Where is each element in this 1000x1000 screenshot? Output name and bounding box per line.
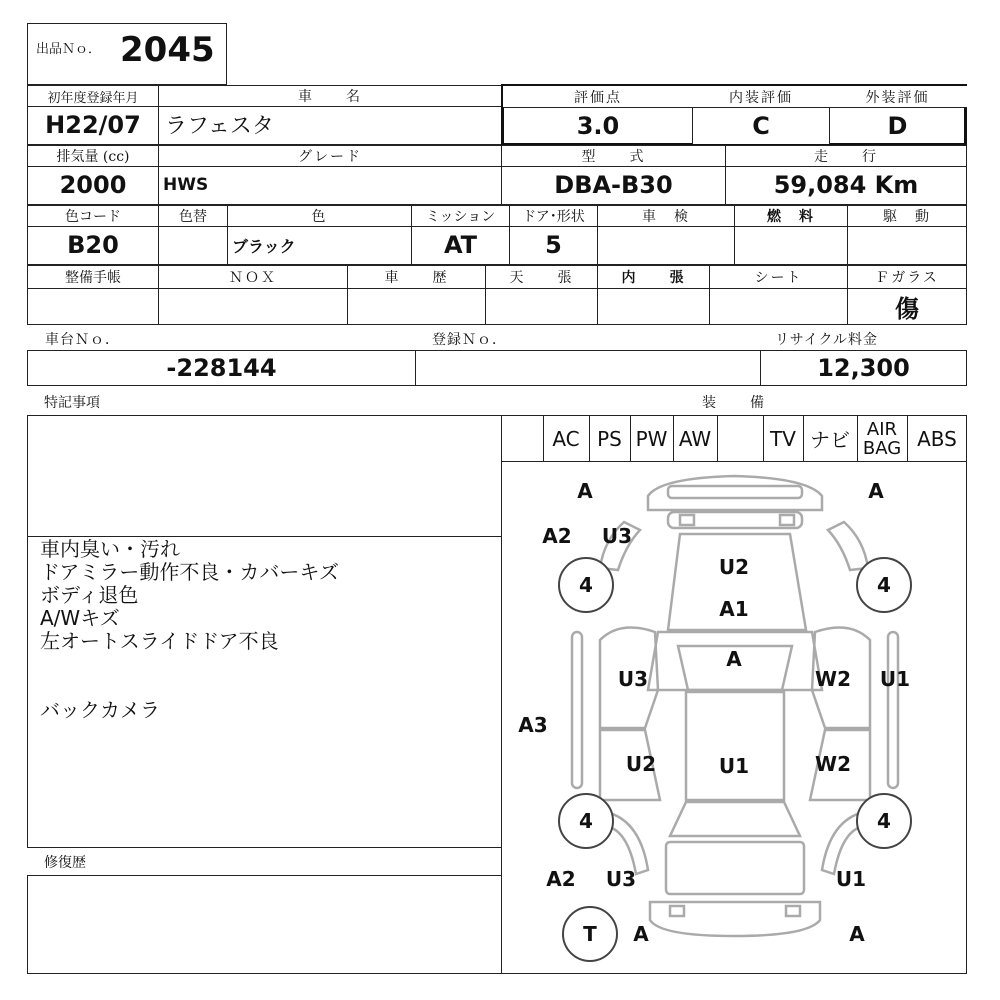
color-code-label: 色コード xyxy=(65,209,121,225)
mark: A2 xyxy=(546,867,576,891)
equipment-label: 装 備 xyxy=(702,395,766,411)
car-name-value: ラフェスタ xyxy=(165,113,274,139)
mark: A xyxy=(633,922,649,946)
mark: U3 xyxy=(605,867,637,891)
mark: U2 xyxy=(625,752,657,776)
mark: U2 xyxy=(718,555,750,579)
remark-line: A/Wキズ xyxy=(40,606,120,630)
mark: A xyxy=(726,647,742,671)
remark-line: ボディ退色 xyxy=(40,583,139,607)
mission-value: AT xyxy=(443,231,478,259)
equip-navi: ナビ xyxy=(803,415,858,462)
nox-label: ＮＯＸ xyxy=(229,270,277,286)
mark: U1 xyxy=(718,754,750,778)
equip-ac: AC xyxy=(543,415,590,462)
inspection-label: 車 検 xyxy=(642,209,690,225)
mark: A xyxy=(577,479,593,503)
maintenance-label: 整備手帳 xyxy=(65,270,121,286)
tire-front-left: 4 xyxy=(558,557,614,613)
mark: W2 xyxy=(815,667,851,691)
mark: W2 xyxy=(815,752,851,776)
remark-line: ドアミラー動作不良・カバーキズ xyxy=(40,560,339,584)
equip-pw: PW xyxy=(630,415,674,462)
mark: A1 xyxy=(719,597,749,621)
drive-label: 駆 動 xyxy=(883,209,931,225)
score-label: 評価点 xyxy=(574,89,622,106)
grade-value: HWS xyxy=(163,175,209,195)
fuel-label: 燃 料 xyxy=(767,209,815,225)
remark-line: バックカメラ xyxy=(40,698,160,722)
inner-label: 内 張 xyxy=(621,270,686,286)
remark-line: 車内臭い・汚れ xyxy=(40,537,180,561)
equip-empty xyxy=(717,415,764,462)
remark-line: 左オートスライドドア不良 xyxy=(40,629,279,653)
car-name-label: 車 名 xyxy=(298,89,362,105)
first-reg-value: H22/07 xyxy=(45,111,141,139)
equip-ps: PS xyxy=(589,415,631,462)
mark: U1 xyxy=(835,867,867,891)
tire-rear-left: 4 xyxy=(558,793,614,849)
score-value: 3.0 xyxy=(576,112,620,140)
mark: A xyxy=(868,479,884,503)
seat-label: シート xyxy=(754,270,803,286)
mark: A2 xyxy=(542,524,572,548)
chassis-label: 車台Ｎｏ． xyxy=(45,332,120,348)
fglass-value: 傷 xyxy=(895,294,919,323)
model-value: DBA-B30 xyxy=(554,171,673,199)
mark: A3 xyxy=(518,713,548,737)
remarks-panel xyxy=(27,386,502,974)
equip-blank xyxy=(501,415,544,462)
exterior-value: D xyxy=(887,112,908,140)
lot-label: 出品Ｎｏ． xyxy=(36,42,102,57)
equip-tv: TV xyxy=(763,415,804,462)
mileage-value: 59,084 Km xyxy=(773,171,919,199)
recycle-value: 12,300 xyxy=(817,354,910,382)
mileage-label: 走 行 xyxy=(814,149,878,165)
grade-label: グレード xyxy=(298,149,362,165)
interior-value: C xyxy=(752,112,770,140)
color-value: ブラック xyxy=(232,236,296,256)
chassis-value: -228144 xyxy=(166,354,277,382)
reg-label: 登録Ｎｏ． xyxy=(432,332,507,348)
fglass-label: Ｆガラス xyxy=(875,270,939,286)
door-value: 5 xyxy=(545,231,562,259)
spare-tire: T xyxy=(562,906,618,962)
recycle-label: リサイクル料金 xyxy=(775,332,879,348)
ceiling-label: 天 張 xyxy=(509,270,574,286)
equip-aw: AW xyxy=(673,415,718,462)
interior-label: 内装評価 xyxy=(729,89,793,106)
displacement-value: 2000 xyxy=(59,171,127,199)
model-label: 型 式 xyxy=(581,149,646,165)
history-label: 車 歴 xyxy=(384,270,449,286)
first-reg-label: 初年度登録年月 xyxy=(47,90,139,106)
exterior-label: 外装評価 xyxy=(865,89,930,106)
lot-number: 2045 xyxy=(120,30,215,70)
tire-front-right: 4 xyxy=(856,557,912,613)
repair-label: 修復歴 xyxy=(44,855,86,871)
displacement-label: 排気量 (cc) xyxy=(56,149,130,165)
remarks-label: 特記事項 xyxy=(44,395,100,411)
equip-abs: ABS xyxy=(917,426,957,451)
mark: U3 xyxy=(601,524,633,548)
color-label: 色 xyxy=(311,209,328,225)
repaint-label: 色替 xyxy=(179,209,207,225)
color-code-value: B20 xyxy=(67,231,119,259)
mark: U3 xyxy=(617,667,649,691)
repair-header xyxy=(27,847,502,876)
tire-rear-right: 4 xyxy=(856,793,912,849)
mark: U1 xyxy=(879,667,911,691)
equip-airbag: AIR BAG xyxy=(857,415,908,462)
door-label: ドア･形状 xyxy=(522,209,585,225)
mark: A xyxy=(849,922,865,946)
repaint-value xyxy=(158,227,228,263)
mission-label: ミッション xyxy=(425,209,496,225)
